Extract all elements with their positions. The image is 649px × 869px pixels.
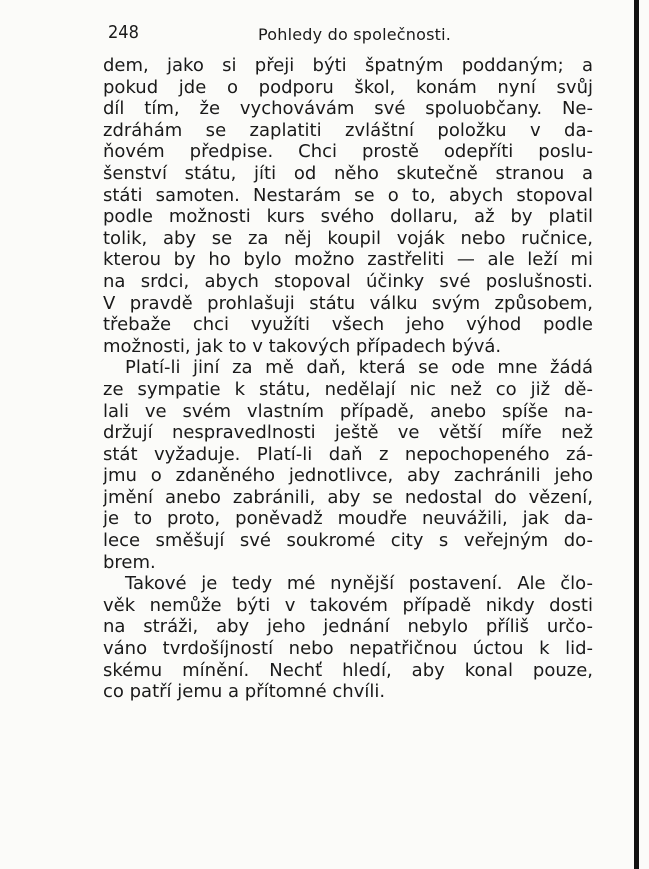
text-line: zdráhám se zaplatiti zvláštní položku v da-	[103, 119, 593, 141]
text-line: ze sympatie k státu, nedělají nic než co již dě-	[103, 378, 593, 400]
text-line: skému mínění. Nechť hledí, aby konal pouze,	[103, 659, 593, 681]
text-line: věk nemůže býti v takovém případě nikdy dosti	[103, 594, 593, 616]
text-line: možnosti, jak to v takových případech bývá.	[103, 335, 502, 357]
text-line: stát vyžaduje. Platí-li daň z nepochopeného zá-	[103, 443, 593, 465]
text-line: státi samoten. Nestarám se o to, abych stopoval	[103, 184, 593, 206]
page-binding-edge	[634, 0, 639, 869]
text-line: lece směšují své soukromé city s veřejným do-	[103, 530, 593, 552]
text-line: díl tím, že vychovávám své spoluobčany. Ne-	[103, 98, 593, 120]
text-line: třebaže chci využíti všech jeho výhod podle	[103, 314, 593, 336]
text-line: jmění anebo zabránili, aby se nedostal do vězení,	[103, 486, 593, 508]
text-line: na stráži, aby jeho jednání nebylo příliš určo-	[103, 616, 593, 638]
text-line: lali ve svém vlastním případě, anebo spíše na-	[103, 400, 593, 422]
text-line: pokud jde o podporu škol, konám nyní svůj	[103, 76, 593, 98]
text-line: váno tvrdošíjností nebo nepatřičnou úctou k lid-	[103, 638, 593, 660]
text-line: podle možnosti kurs svého dollaru, až by platil	[103, 206, 593, 228]
text-line: jmu o zdaněného jednotlivce, aby zachránili jeho	[103, 465, 593, 487]
text-line: je to proto, poněvadž moudře neuvážili, jak da-	[103, 508, 593, 530]
page-number: 248	[108, 22, 139, 43]
text-line: dem, jako si přeji býti špatným poddaným; a	[103, 55, 593, 76]
text-line: V pravdě prohlašuji státu válku svým způsobem,	[103, 292, 593, 314]
text-line: kterou by ho bylo možno zastřeliti — ale leží mi	[103, 249, 593, 271]
paragraph-start-line: Takové je tedy mé nynější postavení. Ale člo-	[125, 573, 593, 595]
text-line: šenství státu, jíti od něho skutečně stranou a	[103, 162, 593, 184]
text-line: držují nespravedlnosti ještě ve větší míře než	[103, 422, 593, 444]
paragraph-start-line: Platí-li jiní za mě daň, která se ode mne žádá	[125, 357, 593, 379]
text-line: brem.	[103, 551, 156, 573]
text-line: co patří jemu a přítomné chvíli.	[103, 681, 386, 703]
running-title: Pohledy do společnosti.	[258, 25, 452, 44]
body-text	[103, 55, 593, 703]
text-line: tolik, aby se za něj koupil voják nebo ručnice,	[103, 227, 593, 249]
text-line: ňovém předpise. Chci prostě odepříti poslu-	[103, 141, 593, 163]
text-line: na srdci, abych stopoval účinky své poslušnosti.	[103, 270, 593, 292]
